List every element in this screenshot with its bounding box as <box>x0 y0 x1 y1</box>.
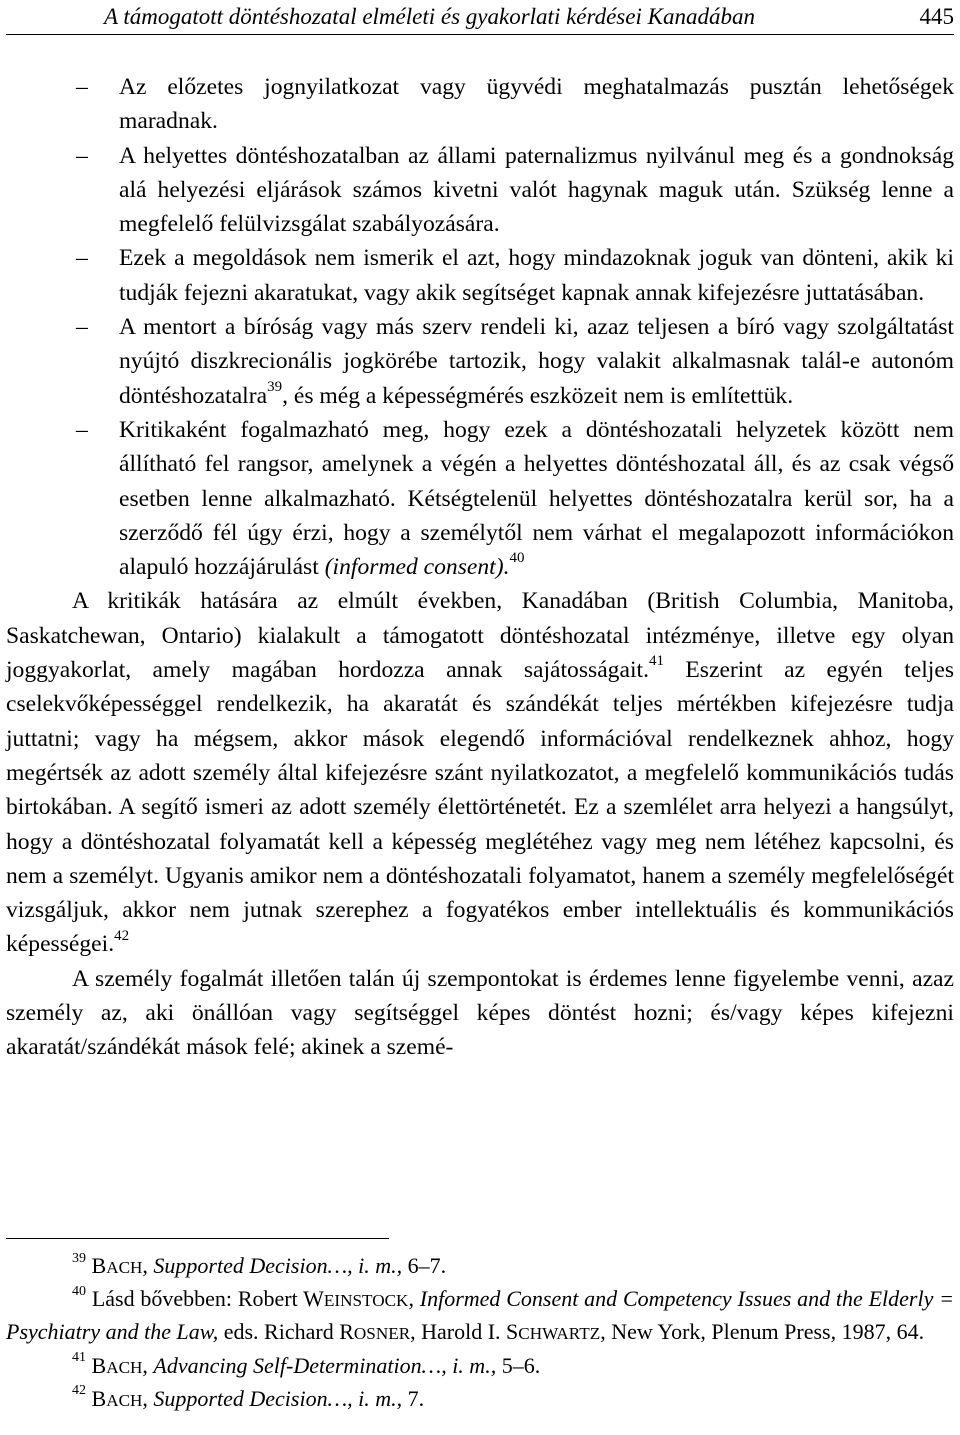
footnote-ref[interactable]: 40 <box>509 550 525 567</box>
footnote-number: 42 <box>72 1383 86 1399</box>
footnote-number: 41 <box>72 1350 86 1366</box>
list-item <box>6 70 954 139</box>
footnote-number: 39 <box>72 1250 86 1266</box>
footnote <box>6 1283 954 1349</box>
footnote-text: B <box>91 1385 107 1411</box>
small-caps-text: ACH <box>106 1390 143 1410</box>
footnote-number: 40 <box>72 1283 86 1299</box>
footnote-text: Lásd bővebben: Robert W <box>86 1286 324 1312</box>
list-item-text: Kritikaként fogalmazható meg, hogy ezek a döntéshozatali helyzetek között nem állítható fel rangsor, amelynek a végén a helyettes döntéshozatal áll, és az csak végső esetben lenne alkalmazható. Kétségtelenül helyettes döntéshozatalra kerül sor, ha a szerződő fél úgy érzi, hogy a személytől nem várhat el megalapozott információkon alapuló hozzájárulást <box>119 416 954 581</box>
small-caps-text: CHWARTZ <box>518 1324 601 1344</box>
footnote-text: 5–6. <box>496 1352 541 1378</box>
small-caps-text: ACH <box>106 1258 143 1277</box>
paragraph-text: A kritikák hatására az elmúlt években, Kanadában (British Columbia, Manitoba, Saskatchewan, Ontario) kialakult a támogatott döntéshozatal intézménye, illetve egy olyan joggyakorlat, amely magában hordozza annak sajátosságait. <box>6 588 954 684</box>
dash-marker: – <box>76 74 88 100</box>
footnote-text: , <box>408 1286 420 1312</box>
paragraph <box>6 584 954 961</box>
list-item-text: A helyettes döntéshozatalban az állami paternalizmus nyilvánul meg és a gondnokság alá helyezési eljárások számos kivetni valót hagynak maguk után. Szükség lenne a megfelelő felülvizsgálat szabályozására. <box>119 142 954 238</box>
dash-marker: – <box>76 314 88 341</box>
body-text <box>6 70 954 1065</box>
running-head-title: A támogatott döntéshozatal elméleti és gyakorlati kérdései Kanadában <box>104 4 755 29</box>
footnote-text: B <box>91 1253 107 1278</box>
footnote <box>6 1383 954 1416</box>
list-item <box>6 139 954 242</box>
paragraph-text: A személy fogalmát illetően talán új szempontokat is érdemes lenne figyelembe venni, azaz személy az, aki önállóan vagy segítséggel képes döntést hozni; és/vagy képes kifejezni akaratát/szándékát mások felé; akinek a szemé- <box>6 965 954 1061</box>
italic-title: Supported Decision…, i. m., <box>153 1253 403 1278</box>
list-item-text: Az előzetes jognyilatkozat vagy ügyvédi meghatalmazás pusztán lehetőségek maradnak. <box>119 74 954 135</box>
small-caps-text: OSNER <box>353 1324 411 1344</box>
footnote-ref[interactable]: 41 <box>648 653 664 670</box>
footnote-ref[interactable]: 39 <box>267 378 283 395</box>
footnote-text: eds. Richard R <box>218 1319 354 1345</box>
dash-marker: – <box>76 245 88 272</box>
dash-marker: – <box>76 416 88 443</box>
footnote-separator <box>6 1238 389 1239</box>
italic-title: Advancing Self-Determination…, i. m., <box>153 1352 497 1378</box>
footnote-text: , <box>142 1352 154 1378</box>
footnote-text: 6–7. <box>402 1253 447 1278</box>
footnote-ref[interactable]: 42 <box>114 927 130 944</box>
small-caps-text: ACH <box>106 1357 143 1377</box>
list-item-text: , és még a képességmérés eszközeit nem is említettük. <box>282 382 794 409</box>
paragraph-text: Eszerint az egyén teljes cselekvőképességgel rendelkezik, ha akaratát és szándékát teljes mértékben kifejezésre tudja juttatni; vagy ha mégsem, akkor mások elegendő információval rendelkeznek ahhoz, hogy megértsék az adott személy által kifejezésre szánt nyilatkozatot, a megfelelő kommunikációs tudás birtokában. A segítő ismeri az adott személy élettörténetét. Ez a szemlélet arra helyezi a hangsúlyt, hogy a döntéshozatal folyamatát kell a képesség meglétéhez vagy meg nem létéhez kapcsolni, és nem a személyt. Ugyanis amikor nem a döntéshozatali folyamatot, hanem a személy megfelelőségét vizsgáljuk, akkor nem jutnak szerephez a fogyatékos ember intellektuális és kommunikációs képességei. <box>6 657 954 958</box>
list-item <box>6 241 954 310</box>
dash-marker: – <box>76 142 88 169</box>
footnote-text: , <box>142 1385 154 1411</box>
list-item-text: A mentort a bíróság vagy más szerv rendeli ki, azaz teljesen a bíró vagy szolgáltatást nyújtó diszkrecionális jogkörébe tartozik, hogy valakit alkalmasnak talál-e autonóm döntéshozatalra <box>119 314 954 409</box>
running-head <box>6 4 954 35</box>
list-item <box>6 413 954 584</box>
footnote-text: 7. <box>402 1385 425 1411</box>
italic-title: Supported Decision…, i. m., <box>153 1385 403 1411</box>
footnote-text: B <box>91 1352 107 1378</box>
italic-title: Informed Consent and Competency Issues and the Elderly = Psychiatry and the Law, <box>6 1286 954 1345</box>
page-number: 445 <box>919 4 954 29</box>
list-item-text: Ezek a megoldások nem ismerik el azt, hogy mindazoknak joguk van dönteni, akik ki tudják fejezni akaratukat, vagy akik segítséget kapnak annak kifejezésre juttatásában. <box>119 245 954 306</box>
dash-list <box>6 70 954 584</box>
paragraph <box>6 962 954 1065</box>
footnotes <box>6 1250 954 1416</box>
footnote-text: , Harold I. S <box>410 1319 519 1345</box>
footnote <box>6 1350 954 1383</box>
footnote <box>6 1250 954 1283</box>
footnote-text: , New York, Plenum Press, 1987, 64. <box>600 1319 925 1345</box>
italic-term: (informed consent). <box>324 554 510 581</box>
small-caps-text: EINSTOCK <box>323 1291 409 1311</box>
footnote-text: , <box>142 1253 154 1278</box>
list-item <box>6 310 954 413</box>
